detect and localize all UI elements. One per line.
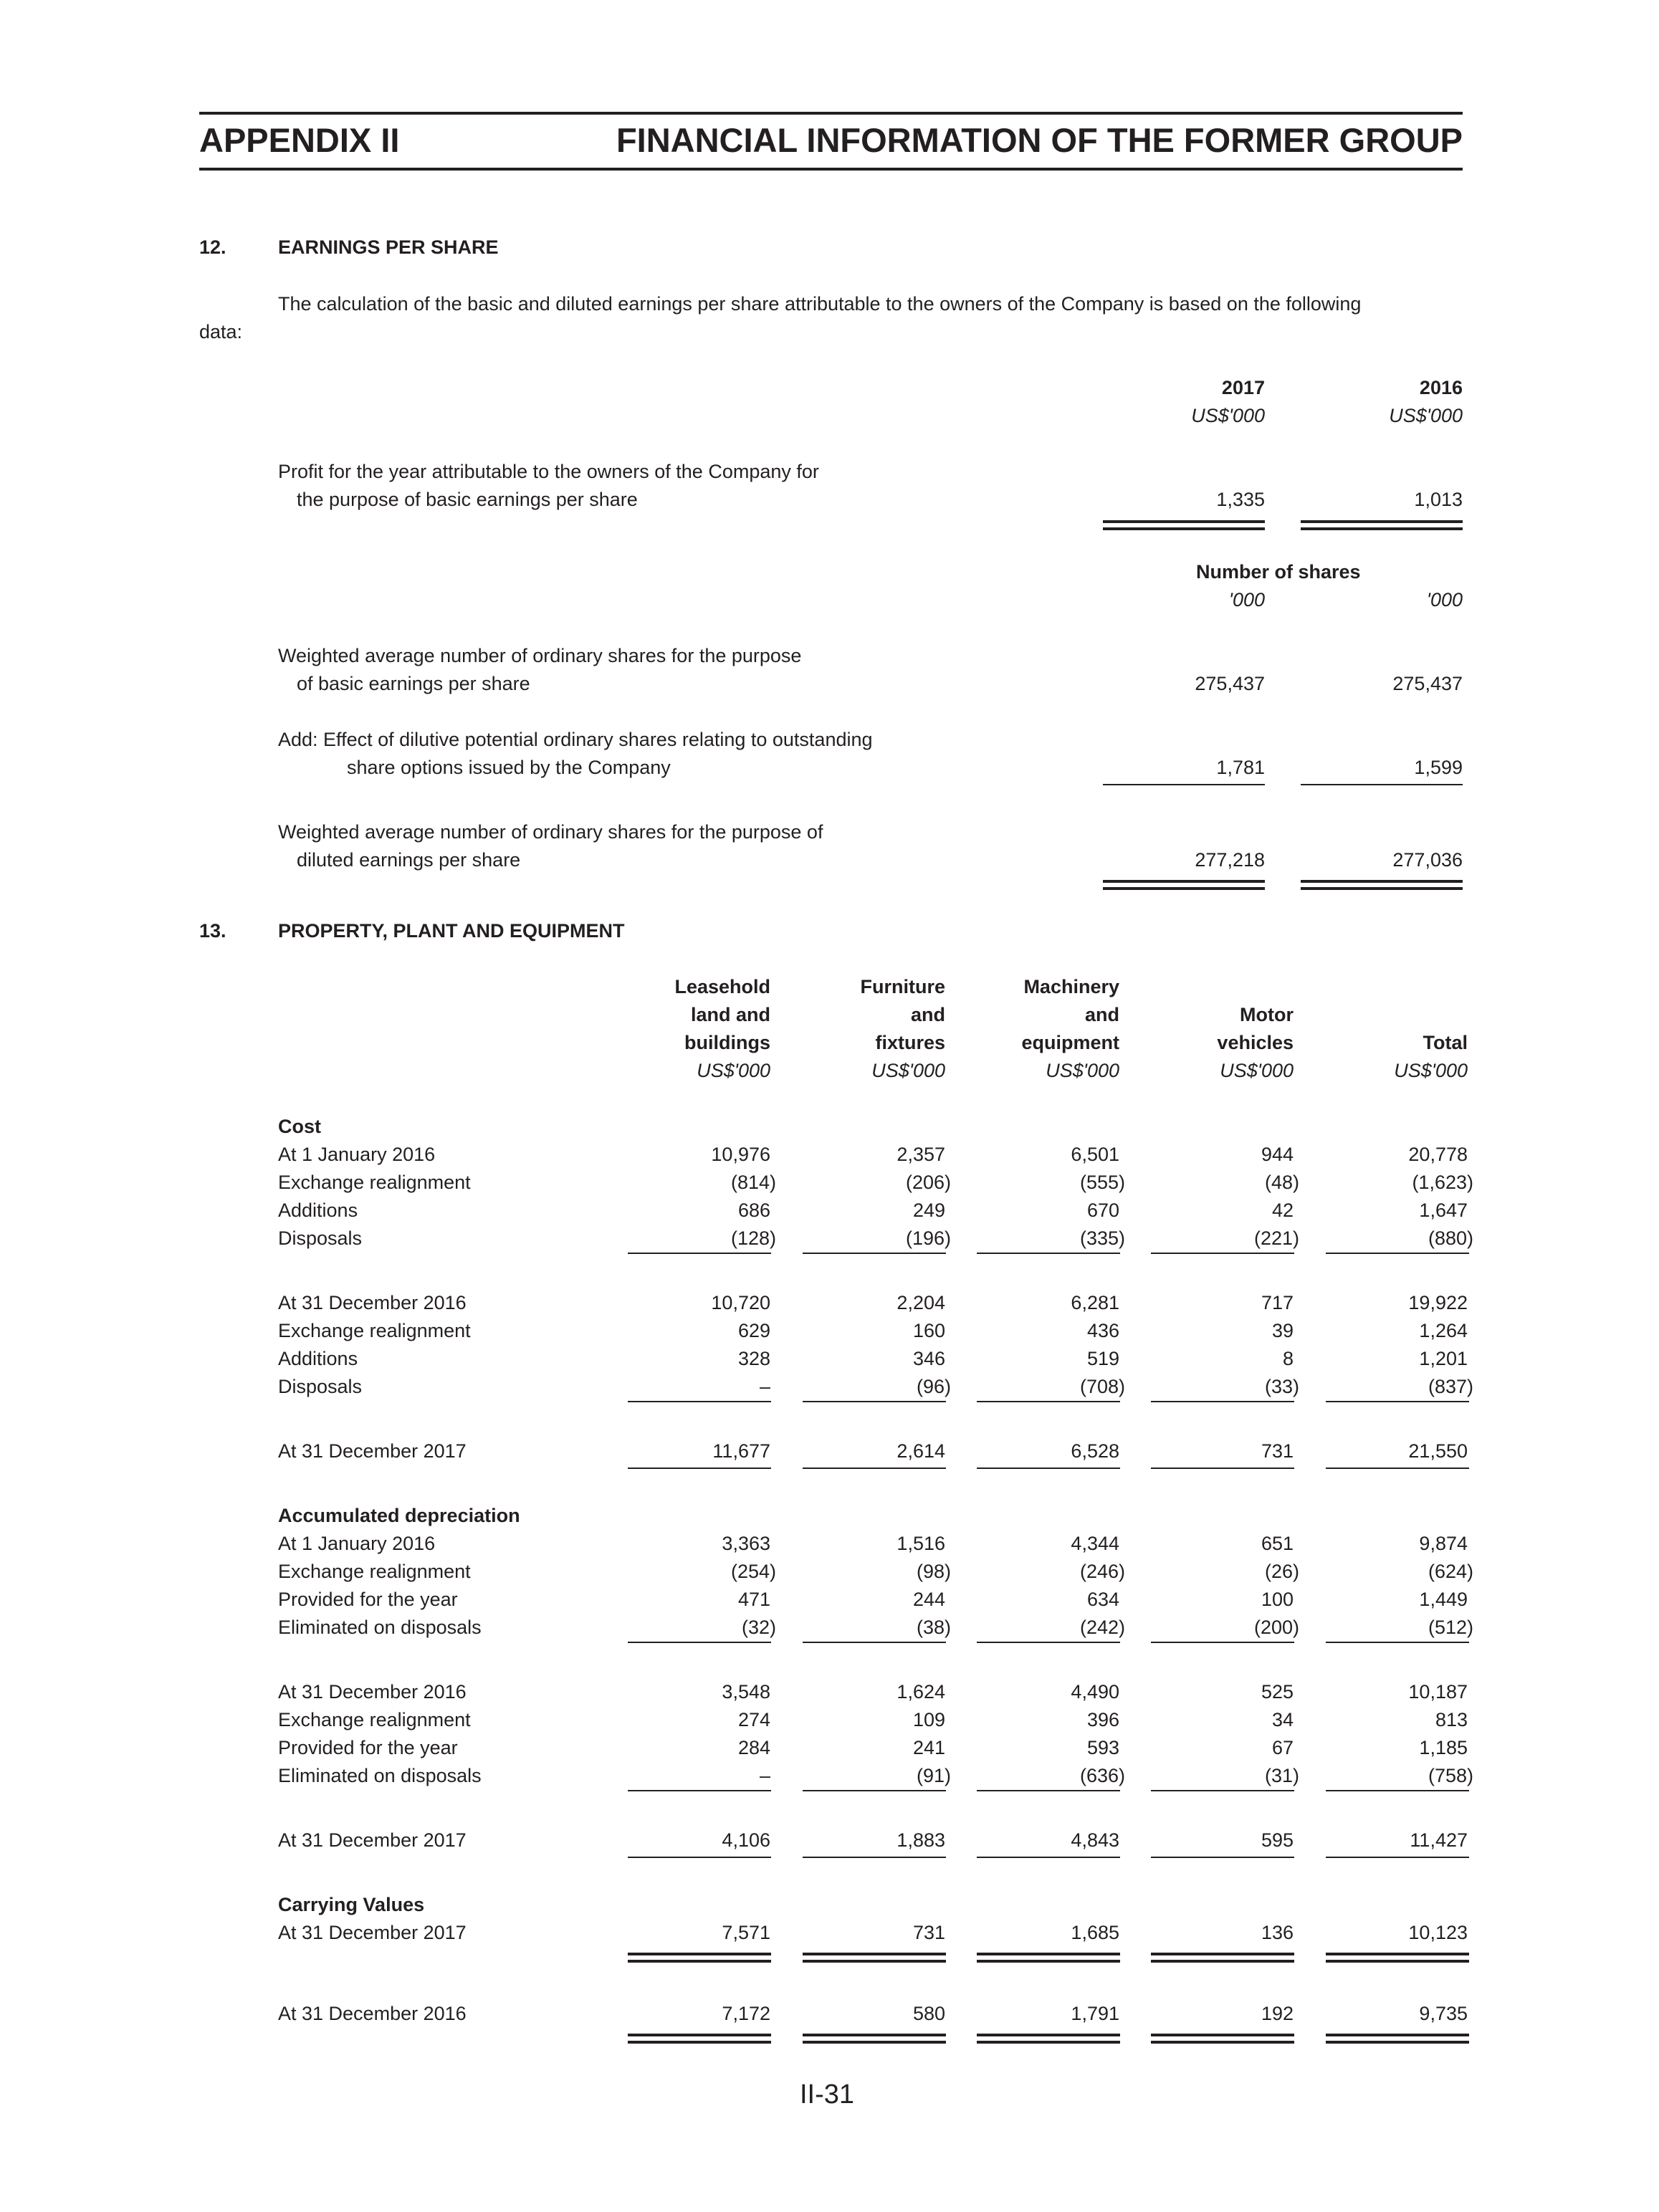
row-heading-cv_heading: Carrying Values: [278, 1894, 425, 1915]
dep-2017-row-2-value-0: 284: [737, 1737, 770, 1758]
dilutive-underline-2017: [1103, 784, 1265, 785]
dep-2017-row-2-label: Provided for the year: [278, 1737, 458, 1758]
dep-total-underline-2: [977, 1857, 1120, 1858]
dep-2017-row-1-value-1: 109: [912, 1709, 945, 1730]
cost-2017-row-2-value-1: 346: [912, 1348, 945, 1369]
carrying-2017-value-4: 10,123: [1408, 1922, 1468, 1943]
dep-2017-row-3-value-4: (758): [1428, 1765, 1473, 1786]
cost-2016-row-0-value-4: 20,778: [1408, 1144, 1468, 1165]
section-title-ppe: PROPERTY, PLANT AND EQUIPMENT: [278, 920, 625, 942]
dep-2016-row-1-value-1: (98): [916, 1561, 951, 1582]
cost-2017-row-1-value-3: 39: [1271, 1320, 1294, 1341]
dep-2016-row-0-label: At 1 January 2016: [278, 1533, 436, 1554]
cost-2016-row-0-value-0: 10,976: [711, 1144, 770, 1165]
carrying-2017-value-3: 136: [1261, 1922, 1294, 1943]
dep-total-value-4: 11,427: [1410, 1829, 1468, 1851]
weighted-basic-label-line1: Weighted average number of ordinary shares for the purpose: [278, 645, 802, 666]
cost-2016-row-0-value-3: 944: [1261, 1144, 1294, 1165]
cost-total-value-1: 2,614: [897, 1440, 945, 1462]
eps-year-2016: 2016: [1419, 377, 1463, 398]
cost-2016-row-3-value-0: (128): [730, 1227, 776, 1249]
weighted-basic-2017: 275,437: [1195, 673, 1265, 694]
cost-2017-underline-4: [1326, 1401, 1469, 1402]
cost-2017-row-3-value-0: –: [759, 1376, 770, 1397]
cost-2017-row-2-value-3: 8: [1282, 1348, 1294, 1369]
dep-2016-row-1-value-0: (254): [730, 1561, 776, 1582]
dep-2016-row-0-value-3: 651: [1261, 1533, 1294, 1554]
dep-total-value-0: 4,106: [722, 1829, 770, 1851]
eps-unit-2016: US$'000: [1389, 405, 1463, 426]
weighted-diluted-double-underline-2016: [1301, 880, 1463, 890]
dep-2016-underline-4: [1326, 1642, 1469, 1643]
shares-unit-2016: '000: [1426, 589, 1463, 611]
dep-2016-row-2-value-0: 471: [737, 1589, 770, 1610]
carrying-2016-double-underline-2: [977, 2034, 1120, 2044]
header-rule-bottom: [199, 168, 1463, 171]
dep-total-underline-4: [1326, 1857, 1469, 1858]
dep-2017-row-0-value-1: 1,624: [897, 1681, 945, 1703]
cost-2017-row-0-label: At 31 December 2016: [278, 1292, 467, 1313]
cost-2017-row-1-label: Exchange realignment: [278, 1320, 471, 1341]
cost-2017-row-0-value-0: 10,720: [711, 1292, 770, 1313]
carrying-2017-double-underline-4: [1326, 1953, 1469, 1963]
cost-2016-row-1-value-3: (48): [1264, 1172, 1299, 1193]
dilutive-2016: 1,599: [1414, 757, 1463, 778]
dep-total-value-2: 4,843: [1071, 1829, 1119, 1851]
cost-total-underline-2: [977, 1468, 1120, 1469]
profit-label-line1: Profit for the year attributable to the owners of the Company for: [278, 461, 819, 482]
cost-total-value-0: 11,677: [712, 1440, 770, 1462]
dep-total-underline-0: [628, 1857, 771, 1858]
column-header-0-line-1: land and: [690, 1004, 770, 1025]
weighted-diluted-label-line1: Weighted average number of ordinary shares for the purpose of: [278, 821, 823, 843]
dep-2017-underline-1: [803, 1790, 946, 1791]
weighted-basic-2016: 275,437: [1392, 673, 1463, 694]
column-unit-3: US$'000: [1220, 1060, 1294, 1081]
section-title-eps: EARNINGS PER SHARE: [278, 236, 499, 258]
cost-2016-row-2-value-3: 42: [1271, 1200, 1294, 1221]
cost-2016-row-3-value-3: (221): [1253, 1227, 1299, 1249]
cost-2016-row-3-value-2: (335): [1079, 1227, 1125, 1249]
dep-2017-row-3-label: Eliminated on disposals: [278, 1765, 482, 1786]
cost-2016-row-1-label: Exchange realignment: [278, 1172, 471, 1193]
dep-2016-row-0-value-1: 1,516: [897, 1533, 945, 1554]
dep-2017-underline-4: [1326, 1790, 1469, 1791]
dep-2016-row-2-label: Provided for the year: [278, 1589, 458, 1610]
profit-value-2017: 1,335: [1216, 489, 1265, 510]
cost-total-underline-1: [803, 1468, 946, 1469]
carrying-2017-double-underline-0: [628, 1953, 771, 1963]
carrying-2016-value-2: 1,791: [1071, 2003, 1119, 2024]
dilutive-2017: 1,781: [1216, 757, 1265, 778]
cost-2017-row-2-value-2: 519: [1086, 1348, 1119, 1369]
carrying-2016-value-0: 7,172: [722, 2003, 770, 2024]
dep-2017-row-1-label: Exchange realignment: [278, 1709, 471, 1730]
dep-2017-row-3-value-0: –: [759, 1765, 770, 1786]
column-header-0-line-0: Leasehold: [674, 976, 770, 997]
dep-total-value-3: 595: [1261, 1829, 1294, 1851]
dep-2017-row-0-label: At 31 December 2016: [278, 1681, 467, 1703]
profit-double-underline-2017: [1103, 520, 1265, 530]
dep-2016-row-3-value-3: (200): [1253, 1617, 1299, 1638]
weighted-diluted-2016: 277,036: [1392, 849, 1463, 871]
weighted-basic-label-line2: of basic earnings per share: [297, 673, 530, 694]
carrying-2016-label: At 31 December 2016: [278, 2003, 467, 2024]
cost-2017-row-1-value-4: 1,264: [1419, 1320, 1468, 1341]
column-header-0-line-2: buildings: [684, 1032, 770, 1053]
carrying-2016-value-4: 9,735: [1419, 2003, 1468, 2024]
dep-2017-row-2-value-2: 593: [1086, 1737, 1119, 1758]
cost-2016-row-1-value-4: (1,623): [1412, 1172, 1473, 1193]
cost-2017-row-1-value-0: 629: [737, 1320, 770, 1341]
dep-total-underline-1: [803, 1857, 946, 1858]
carrying-2017-double-underline-1: [803, 1953, 946, 1963]
cost-2016-underline-1: [803, 1253, 946, 1254]
column-header-3-line-1: vehicles: [1217, 1032, 1294, 1053]
dep-2017-underline-0: [628, 1790, 771, 1791]
profit-value-2016: 1,013: [1414, 489, 1463, 510]
dep-total-label: At 31 December 2017: [278, 1829, 467, 1851]
cost-2016-row-0-value-1: 2,357: [897, 1144, 945, 1165]
column-header-1-line-1: and: [910, 1004, 945, 1025]
cost-2017-row-3-value-4: (837): [1428, 1376, 1473, 1397]
cost-2016-row-2-value-2: 670: [1086, 1200, 1119, 1221]
dep-2016-row-0-value-0: 3,363: [722, 1533, 770, 1554]
cost-2017-row-2-value-0: 328: [737, 1348, 770, 1369]
dep-2016-row-2-value-3: 100: [1261, 1589, 1294, 1610]
cost-2017-row-3-value-2: (708): [1079, 1376, 1125, 1397]
dep-2016-row-0-value-4: 9,874: [1419, 1533, 1468, 1554]
cost-2017-underline-1: [803, 1401, 946, 1402]
cost-total-label: At 31 December 2017: [278, 1440, 467, 1462]
dep-2017-row-2-value-3: 67: [1271, 1737, 1294, 1758]
dep-2016-row-2-value-4: 1,449: [1419, 1589, 1468, 1610]
cost-2016-row-1-value-2: (555): [1079, 1172, 1125, 1193]
weighted-diluted-double-underline-2017: [1103, 880, 1265, 890]
dep-2016-row-2-value-2: 634: [1086, 1589, 1119, 1610]
cost-2017-row-1-value-1: 160: [912, 1320, 945, 1341]
cost-2017-row-3-label: Disposals: [278, 1376, 363, 1397]
dep-2016-row-1-value-4: (624): [1428, 1561, 1473, 1582]
dep-2017-row-2-value-1: 241: [912, 1737, 945, 1758]
dep-2017-row-0-value-2: 4,490: [1071, 1681, 1119, 1703]
cost-2016-underline-0: [628, 1253, 771, 1254]
dep-2016-underline-3: [1151, 1642, 1294, 1643]
dep-2016-underline-0: [628, 1642, 771, 1643]
dep-2016-row-3-value-1: (38): [916, 1617, 951, 1638]
carrying-2017-value-0: 7,571: [722, 1922, 770, 1943]
weighted-diluted-2017: 277,218: [1195, 849, 1265, 871]
cost-2017-row-3-value-3: (33): [1264, 1376, 1299, 1397]
carrying-2017-value-2: 1,685: [1071, 1922, 1119, 1943]
row-heading-cost_heading: Cost: [278, 1116, 321, 1137]
weighted-diluted-label-line2: diluted earnings per share: [297, 849, 521, 871]
dep-2017-row-1-value-2: 396: [1086, 1709, 1119, 1730]
page-number: II-31: [800, 2079, 855, 2110]
cost-2017-row-2-label: Additions: [278, 1348, 358, 1369]
dep-2016-underline-1: [803, 1642, 946, 1643]
row-heading-dep_heading: Accumulated depreciation: [278, 1505, 520, 1526]
cost-2017-row-3-value-1: (96): [916, 1376, 951, 1397]
cost-2016-row-3-value-1: (196): [905, 1227, 951, 1249]
cost-2016-underline-4: [1326, 1253, 1469, 1254]
column-header-1-line-0: Furniture: [860, 976, 945, 997]
column-header-1-line-2: fixtures: [875, 1032, 945, 1053]
cost-2016-row-2-label: Additions: [278, 1200, 358, 1221]
cost-2017-underline-3: [1151, 1401, 1294, 1402]
dep-2017-row-0-value-4: 10,187: [1408, 1681, 1468, 1703]
carrying-2016-double-underline-0: [628, 2034, 771, 2044]
dep-2016-row-0-value-2: 4,344: [1071, 1533, 1119, 1554]
dep-2017-row-1-value-3: 34: [1271, 1709, 1294, 1730]
profit-label-line2: the purpose of basic earnings per share: [297, 489, 638, 510]
cost-2016-row-1-value-0: (814): [730, 1172, 776, 1193]
cost-2017-row-0-value-1: 2,204: [897, 1292, 945, 1313]
cost-2017-row-2-value-4: 1,201: [1419, 1348, 1468, 1369]
cost-2016-row-2-value-1: 249: [912, 1200, 945, 1221]
dep-2016-row-2-value-1: 244: [912, 1589, 945, 1610]
carrying-2016-double-underline-3: [1151, 2034, 1294, 2044]
dep-2016-row-1-label: Exchange realignment: [278, 1561, 471, 1582]
cost-2016-row-1-value-1: (206): [905, 1172, 951, 1193]
cost-2016-row-2-value-4: 1,647: [1419, 1200, 1468, 1221]
eps-intro-line2: data:: [199, 321, 243, 343]
number-of-shares-header: Number of shares: [1196, 561, 1361, 583]
cost-2017-underline-2: [977, 1401, 1120, 1402]
dep-2017-row-0-value-0: 3,548: [722, 1681, 770, 1703]
carrying-2017-double-underline-3: [1151, 1953, 1294, 1963]
carrying-2017-label: At 31 December 2017: [278, 1922, 467, 1943]
dep-2017-row-1-value-0: 274: [737, 1709, 770, 1730]
cost-2017-underline-0: [628, 1401, 771, 1402]
dep-2016-row-3-value-2: (242): [1079, 1617, 1125, 1638]
column-header-2-line-1: and: [1084, 1004, 1119, 1025]
dilutive-label-line2: share options issued by the Company: [347, 757, 671, 778]
cost-2016-row-0-label: At 1 January 2016: [278, 1144, 436, 1165]
dep-2016-row-3-value-0: (32): [741, 1617, 776, 1638]
dep-2017-row-3-value-3: (31): [1264, 1765, 1299, 1786]
dep-2017-row-0-value-3: 525: [1261, 1681, 1294, 1703]
cost-total-value-3: 731: [1261, 1440, 1294, 1462]
eps-unit-2017: US$'000: [1191, 405, 1265, 426]
dep-total-value-1: 1,883: [897, 1829, 945, 1851]
carrying-2016-double-underline-1: [803, 2034, 946, 2044]
cost-2017-row-1-value-2: 436: [1086, 1320, 1119, 1341]
column-unit-0: US$'000: [697, 1060, 770, 1081]
cost-2017-row-0-value-4: 19,922: [1408, 1292, 1468, 1313]
carrying-2017-value-1: 731: [912, 1922, 945, 1943]
dep-2017-row-2-value-4: 1,185: [1419, 1737, 1468, 1758]
cost-total-value-4: 21,550: [1408, 1440, 1468, 1462]
column-header-2-line-0: Machinery: [1023, 976, 1119, 997]
carrying-2016-value-3: 192: [1261, 2003, 1294, 2024]
carrying-2016-double-underline-4: [1326, 2034, 1469, 2044]
dep-total-underline-3: [1151, 1857, 1294, 1858]
dep-2016-row-1-value-2: (246): [1079, 1561, 1125, 1582]
dilutive-label-line1: Add: Effect of dilutive potential ordinary shares relating to outstanding: [278, 729, 873, 750]
cost-2016-row-2-value-0: 686: [737, 1200, 770, 1221]
dep-2017-row-3-value-2: (636): [1079, 1765, 1125, 1786]
cost-2016-underline-3: [1151, 1253, 1294, 1254]
cost-total-value-2: 6,528: [1071, 1440, 1119, 1462]
column-header-4-line-0: Total: [1423, 1032, 1468, 1053]
carrying-2016-value-1: 580: [912, 2003, 945, 2024]
carrying-2017-double-underline-2: [977, 1953, 1120, 1963]
cost-total-underline-4: [1326, 1468, 1469, 1469]
dep-2017-row-3-value-1: (91): [916, 1765, 951, 1786]
eps-intro-line1: The calculation of the basic and diluted earnings per share attributable to the owners of the Company is based on the following: [278, 293, 1362, 315]
dilutive-underline-2016: [1301, 784, 1463, 785]
cost-2017-row-0-value-3: 717: [1261, 1292, 1294, 1313]
shares-unit-2017: '000: [1228, 589, 1265, 611]
eps-year-2017: 2017: [1221, 377, 1265, 398]
cost-2016-underline-2: [977, 1253, 1120, 1254]
cost-total-underline-0: [628, 1468, 771, 1469]
cost-2016-row-0-value-2: 6,501: [1071, 1144, 1119, 1165]
section-number-12: 12.: [199, 236, 226, 258]
dep-2016-row-1-value-3: (26): [1264, 1561, 1299, 1582]
cost-2016-row-3-value-4: (880): [1428, 1227, 1473, 1249]
column-header-3-line-0: Motor: [1240, 1004, 1294, 1025]
column-unit-1: US$'000: [871, 1060, 945, 1081]
dep-2017-row-1-value-4: 813: [1435, 1709, 1468, 1730]
cost-total-underline-3: [1151, 1468, 1294, 1469]
dep-2016-underline-2: [977, 1642, 1120, 1643]
column-unit-4: US$'000: [1394, 1060, 1468, 1081]
cost-2016-row-3-label: Disposals: [278, 1227, 363, 1249]
column-header-2-line-2: equipment: [1021, 1032, 1119, 1053]
column-unit-2: US$'000: [1046, 1060, 1119, 1081]
dep-2016-row-3-label: Eliminated on disposals: [278, 1617, 482, 1638]
profit-double-underline-2016: [1301, 520, 1463, 530]
section-number-13: 13.: [199, 920, 226, 942]
dep-2017-underline-3: [1151, 1790, 1294, 1791]
page-header-title: FINANCIAL INFORMATION OF THE FORMER GROUP: [616, 121, 1463, 159]
dep-2017-underline-2: [977, 1790, 1120, 1791]
cost-2017-row-0-value-2: 6,281: [1071, 1292, 1119, 1313]
dep-2016-row-3-value-4: (512): [1428, 1617, 1473, 1638]
header-rule-top: [199, 112, 1463, 115]
appendix-label: APPENDIX II: [199, 121, 400, 159]
